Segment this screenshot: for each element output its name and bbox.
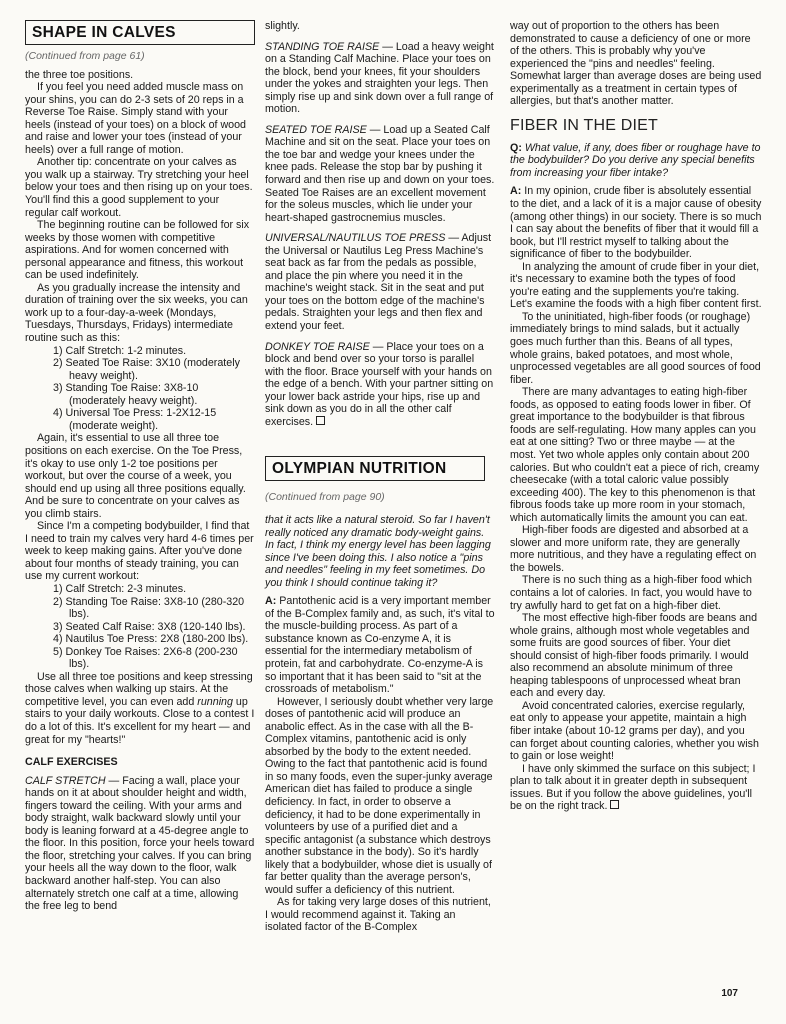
intermediate-routine-list: [25, 345, 255, 433]
question-text: that it acts like a natural steroid. So far I haven't really noticed any dramatic body-weight gains. In fact, I think my energy level has been lagging since I've been doing this. I also notice a "pins and needles" feeling in my feet sometimes. Do you think I should continue taking it?: [265, 513, 491, 589]
list-item: 4) Universal Toe Press: 1-2X12-15 (moderate weight).: [53, 407, 217, 432]
paragraph: I have only skimmed the surface on this subject; I plan to talk about it in greater depth in subsequent issues. But if you follow the above guidelines, you'll be on the right track.: [510, 762, 756, 813]
column-3: [510, 20, 762, 813]
paragraph: DONKEY TOE RAISE — Place your toes on a block and bend over so your torso is parallel with the floor. Brace yourself with your hands on the edge of a bench. With your partner sitting on your lower back astride your hips, rise up and sink down as you do in all the other calf exercises.: [265, 340, 494, 428]
paragraph: Again, it's essential to use all three toe positions on each exercise. On the Toe Press, it's okay to use only 1-2 toe positions per workout, but over the course of a week, you should end up using all three positions equally. And be sure to concentrate on your calves as you climb stairs.: [25, 432, 246, 520]
question-paragraph: Q: What value, if any, does fiber or roughage have to the bodybuilder? Do you derive any special benefits from increasing your fiber intake?: [510, 141, 761, 179]
paragraph: SEATED TOE RAISE — Load up a Seated Calf Machine and sit on the seat. Place your toes on the toe bar and wedge your knees under the knee pads. Release the stop bar by pushing it forward and then rise up and down on your toes. Seated Toe Raises are an excellent movement for the soleus muscles, which lie under your heart-shaped gastrocnemius muscles.: [265, 123, 495, 224]
end-of-article-mark: [316, 416, 325, 425]
paragraph: As for taking very large doses of this nutrient, I would recommend against it. Taking an isolated factor of the B-Complex: [265, 896, 491, 934]
paragraph: STANDING TOE RAISE — Load a heavy weight on a Standing Calf Machine. Place your toes on the block, bend your knees, fit your shoulders under the yokes and straighten your legs. Then simply rise up and sink down over a full range of motion.: [265, 40, 494, 116]
list-item: 2) Seated Toe Raise: 3X10 (moderately heavy weight).: [53, 357, 240, 382]
paragraph: However, I seriously doubt whether very large doses of pantothenic acid will produce an anabolic effect. As in the case with all the B-Complex vitamins, pantothenic acid is only absorbed by the body to the extent needed. Owing to the fact that pantothenic acid is found in so many foods, even the super-junky average American diet has failed to produce a single deficiency. In fact, in order to observe a deficiency, it had to be done experimentally in volunteers by use of a purified diet and a specific antagonist (a substance which destroys another substance in the body). So it's hardly likely that a bodybuilder, whose diet is usually of far better quality than the average person's, would suffer a deficiency of this nutrient.: [265, 695, 494, 896]
continued-note: (Continued from page 61): [25, 50, 145, 62]
paragraph: Use all three toe positions and keep stressing those calves when walking up stairs. At the competitive level, you can even add running up stairs to your daily workouts. Close to a contest I do a lot of this. It's excellent for my heart — and great for my "hearts!": [25, 670, 255, 746]
list-item: 2) Standing Toe Raise: 3X8-10 (280-320 lbs).: [53, 595, 245, 621]
paragraph: The beginning routine can be followed for six weeks by those women with competitive aspirations. And for women concerned with personal appearance and fitness, this workout can be used indefinitely.: [25, 219, 250, 282]
section-heading-fiber-in-the-diet: FIBER IN THE DIET: [510, 116, 659, 134]
page-number: 107: [721, 988, 738, 999]
column-1: [25, 20, 255, 913]
end-of-article-mark: [610, 800, 619, 809]
paragraph: the three toe positions.: [25, 68, 134, 81]
paragraph: Since I'm a competing bodybuilder, I find that I need to train my calves very hard 4-6 times per week to keep making gains. After you've done about four months of steady training, you can use my current workout:: [25, 520, 254, 583]
current-workout-list: [25, 583, 255, 671]
paragraph: To the uninitiated, high-fiber foods (or roughage) immediately brings to mind salads, but it actually goes much further than this. Beans of all types, whole grains, baked potatoes, and most whole, unprocessed vegetables are all good sources of food fiber.: [510, 310, 761, 386]
paragraph: Avoid concentrated calories, exercise regularly, eat only to appease your appetite, maintain a high fiber intake (about 10-12 grams per day), and you can forget about counting calories, whether you wish to gain or lose weight!: [510, 699, 759, 763]
subheading-calf-exercises: CALF EXERCISES: [25, 756, 118, 769]
answer-paragraph: A: In my opinion, crude fiber is absolutely essential to the diet, and a lack of it is a major cause of obesity (among other things) in our society. There is so much I can say about the benefits of fiber that it would fill a book, but I'll restrict myself to talking about the significance of fiber to the bodybuilder.: [510, 185, 762, 261]
paragraph: CALF STRETCH — Facing a wall, place your hands on it at about shoulder height and width, fingers toward the ceiling. With your arms and body straight, walk backward slowly until your body is leaning forward at a 45-degree angle to the floor. In this position, force your heels toward the floor, stretching your calves. If you can bring your heels all the way down to the floor, walk backward another half-step. You can also alternately stretch one calf at a time, allowing the free leg to bend: [25, 774, 255, 913]
paragraph: The most effective high-fiber foods are beans and whole grains, although most whole vegetables and some fruits are good sources of fiber. Your diet should consist of high-fiber foods primarily. I would also recommend an absolute minimum of three heaping tablespoons of unprocessed wheat bran each and every day.: [510, 612, 758, 700]
list-item: 3) Seated Calf Raise: 3X8 (120-140 lbs).: [53, 620, 246, 633]
article-heading-shape-in-calves: SHAPE IN CALVES: [25, 20, 255, 45]
paragraph: There is no such thing as a high-fiber food which contains a lot of calories. In fact, you would have to try awfully hard to get fat on a high-fiber diet.: [510, 574, 752, 612]
paragraph: slightly.: [265, 20, 300, 32]
paragraph: UNIVERSAL/NAUTILUS TOE PRESS — Adjust the Universal or Nautilus Leg Press Machine's seat back as far from the pedals as possible, and place the pin where you need it in the machine's weight stack. Sit in the seat and put your toes on the bottom edge of the machine's pedals. Straighten your legs and then flex and extend your feet.: [265, 232, 492, 333]
paragraph: In analyzing the amount of crude fiber in your diet, it's necessary to examine both the types of food you're eating and the supplements you're taking. Let's examine the foods with a high fiber content first.: [510, 260, 762, 311]
continued-note: (Continued from page 90): [265, 491, 385, 504]
paragraph: High-fiber foods are digested and absorbed at a slower and more uniform rate, they are generally more nutritious, and they have a regulating effect on the bowels.: [510, 524, 757, 574]
column-2: [265, 20, 495, 934]
list-item: 1) Calf Stretch: 2-3 minutes.: [53, 582, 187, 595]
list-item: 3) Standing Toe Raise: 3X8-10 (moderately heavy weight).: [53, 382, 199, 407]
article-heading-olympian-nutrition: OLYMPIAN NUTRITION: [265, 456, 485, 481]
paragraph: Another tip: concentrate on your calves as you walk up a stairway. Try stretching your heel below your toes and then rising up on your toes. You'll find this a good supplement to your regular calf workout.: [25, 156, 253, 219]
paragraph: There are many advantages to eating high-fiber foods, as opposed to eating foods lower in fiber. Of great importance to the bodybuilder is that fibrous foods are self-regulating. How many apples can you eat at one sitting? Two or three maybe — at the most. Yet two whole apples only contain about 200 calories. But who couldn't eat a piece of rich, creamy cheesecake (with a total caloric value possibly exceeding 400). The key to this phenomenon is that fibrous foods take up more room in your stomach, which automatically limits the amount you can eat.: [510, 386, 760, 524]
paragraph: As you gradually increase the intensity and duration of training over the six weeks, you can work up to a four-day-a-week (Mondays, Tuesdays, Thursdays, Fridays) intermediate routine such as this:: [25, 281, 248, 345]
list-item: 5) Donkey Toe Raises: 2X6-8 (200-230 lbs).: [53, 645, 238, 671]
paragraph: If you feel you need added muscle mass on your shins, you can do 2-3 sets of 20 reps in a Reverse Toe Raise. Simply stand with your heels (instead of your toes) on a block of wood and raise and lower your toes (instead of your heels) over a full range of motion.: [25, 81, 247, 156]
paragraph: way out of proportion to the others has been demonstrated to cause a deficiency of one or more of the others. This is probably why you've experienced the "pins and needles" feeling. Somewhat larger than average doses are being used experimentally as a treatment in certain types of allergies, but that's another matter.: [510, 20, 762, 108]
list-item: 1) Calf Stretch: 1-2 minutes.: [53, 344, 187, 357]
answer-paragraph: A: Pantothenic acid is a very important member of the B-Complex family and, as such, it's vital to the muscle-building process. As part of a substance known as Co-enzyme A, it is essential for the intermediary metabolism of protein, fat and carbohydrate. Co-enzyme-A is so important that it has been said to "sit at the crossroads of metabolism.": [265, 595, 495, 696]
list-item: 4) Nautilus Toe Press: 2X8 (180-200 lbs).: [53, 633, 249, 646]
